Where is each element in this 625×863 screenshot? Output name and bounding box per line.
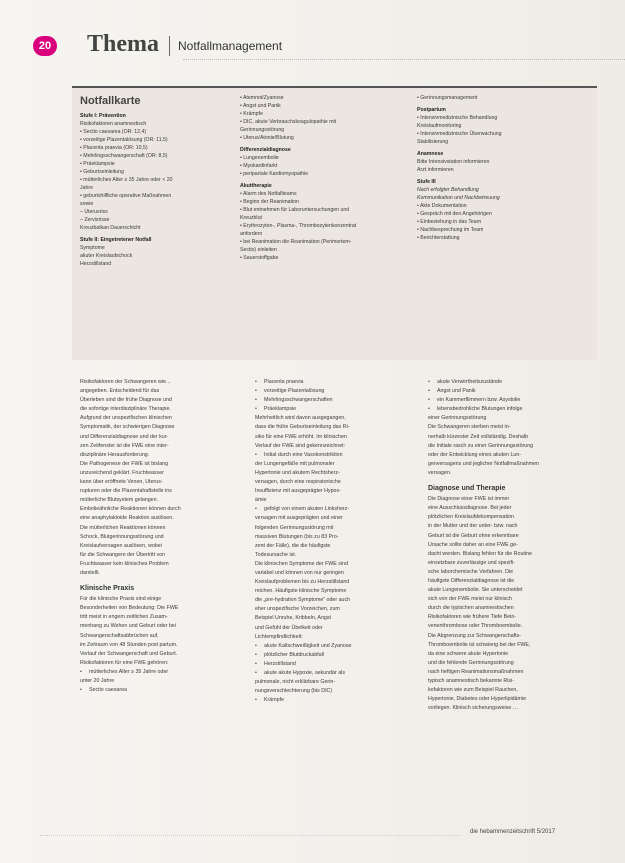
text-line: die sofortige interdisziplinäre Therapie. (80, 406, 171, 413)
text-line: siko für eine FWE erhöht. Im klinischen (255, 433, 347, 440)
text-line: darstellt. (80, 569, 101, 576)
text-line: ämie (255, 497, 267, 504)
text-line: reichen. Häufigste klinische Symptome (255, 588, 347, 595)
text-line: Risikofaktoren anamnestisch (80, 121, 147, 127)
body-column-3 (428, 378, 593, 713)
section-title: Notfallmanagement (178, 39, 283, 53)
text-line: dacht werden. Bislang fehlen für die Routine (428, 550, 532, 557)
text-line: • Nachbesprechung im Team (417, 227, 484, 233)
text-line: Risikofaktoren der Schwangeren wie... (80, 379, 171, 385)
text-line: in der Mutter und der unter- bzw. nach (428, 523, 518, 530)
text-line: Beispiel Unruhe, Kribbeln, Angst (255, 615, 331, 622)
text-line: eher unspezifische Vorzeichen, zum (255, 606, 340, 613)
body-column-2 (255, 378, 415, 705)
text-line: Symptomatik, der schwierigen Diagnose (80, 424, 175, 431)
card-column-3 (417, 94, 592, 242)
text-line: Schwangerschaftsabbrüchen auf, (80, 632, 159, 639)
text-line: • Erythrozyten-, Plasma-, Thrombozytenkonzentrat (240, 223, 357, 229)
page-number-badge: 20 (33, 36, 57, 56)
card-column-1 (80, 94, 230, 268)
text-line: • Angst und Panik (428, 387, 593, 396)
text-line: • bei Reanimation die Reanimation (Perimortem- (240, 239, 352, 245)
text-line: • Herzstillstand (255, 660, 415, 669)
text-line: typisch anamnestisch bekannte Risi- (428, 678, 514, 684)
text-line: • Sectio caesarea (OR: 12,4) (80, 129, 147, 135)
text-line: sche laborchemische Verfahren. Die (428, 568, 514, 575)
text-line: akuter Kreislaufschock (80, 253, 133, 259)
text-line: Die klinischen Symptome der FWE sind (255, 560, 349, 567)
text-line: • Placenta praevia (255, 378, 415, 387)
text-line: • lebensbedrohliche Blutungen infolge (428, 405, 593, 414)
card-column-2 (240, 94, 410, 262)
text-line: • Lungenembolie (240, 155, 279, 161)
text-line: Fruchtwasser kein klinisches Problem (80, 560, 169, 567)
text-line: Risikofaktoren für eine FWE gehören: (80, 659, 169, 666)
text-line: Kreislaufproblemen bis zu Herzstillstand (255, 579, 350, 586)
text-line: • ein Kammerflimmern bzw. Asystolie (428, 396, 593, 405)
text-line: • Berichterstattung (417, 235, 460, 241)
text-line: – Uterusriss (80, 209, 108, 215)
text-line: • Gerinnungsmanagement (417, 95, 478, 101)
text-line: • geburtshilfliche operative Maßnahmen (80, 193, 172, 199)
text-line: • Einbeziehung in das Team (417, 219, 482, 225)
text-line: kofaktoren wie zum Beispiel Rauchen, (428, 687, 518, 694)
card-title: Notfallkarte (80, 95, 141, 107)
text-line: versagen, durch eine respiratorische (255, 479, 341, 486)
text-line: rupturen oder die Plazentahaftstelle ins (80, 488, 172, 495)
text-line: angegeben. Entscheidend für das (80, 388, 160, 395)
text-line: massiven Blutungen (bis zu 83 Pro- (255, 533, 339, 540)
text-line: • Blut entnehmen für Laboruntersuchungen und (240, 207, 350, 213)
text-line: Symptome (80, 245, 105, 251)
text-line: zent der Fälle), die die häufigste (255, 542, 331, 549)
text-line: Risikofaktoren wie frühere Tiefe Bein- (428, 614, 517, 621)
text-line: • Sectio caesarea (80, 686, 235, 695)
text-line: sich von der FWE meist nur klinisch (428, 596, 512, 603)
text-line: • plötzlicher Blutdruckabfall (255, 651, 415, 660)
text-line: • mütterliches Alter ≥ 35 Jahre oder < 20 (80, 177, 173, 183)
page-header (33, 31, 603, 64)
text-line: Hypertonie, Diabetes oder Hyperlipidämie (428, 696, 527, 703)
text-line: dass die frühe Geburtseinleitung das Ri- (255, 424, 350, 431)
text-line: einsetzbare zuverlässige und spezifi- (428, 559, 515, 566)
text-line: Kreislaufversagen auslösen, wobei (80, 542, 162, 549)
text-line: Für die klinische Praxis sind einige (80, 596, 162, 603)
text-line: akute Lungenembolie. Sie unterscheidet (428, 587, 523, 594)
text-line: • Placenta praevia (OR: 10,5) (80, 145, 148, 151)
text-line: • Uterus/Atonie/Blutung (240, 135, 294, 141)
text-line: Ursache sollte daher an eine FWE ge- (428, 541, 518, 548)
text-line: Schock, Blutgerinnungsstörung und (80, 533, 164, 540)
text-line: • akute Verwirrtheitszustände (428, 378, 593, 387)
section-heading: Thema (87, 31, 159, 57)
text-line: Die Diagnose einer FWE ist immer (428, 496, 510, 503)
text-line: plötzlichen Kreislaufdekompensation (428, 514, 514, 521)
text-line: folgenden Gerinnungsstörung mit (255, 524, 334, 531)
text-line: und Gefühl der Übelkeit oder (255, 624, 323, 631)
text-line: • Beginn der Reanimation (240, 199, 299, 205)
text-line: Kreislaufmonitoring (417, 123, 462, 129)
text-line: Die Schwangeren sterben meist in- (428, 424, 511, 431)
text-line: • Krämpfe (240, 111, 263, 117)
text-line: für die Schwangere der Übertritt von (80, 551, 166, 558)
text-line: Hypertonie und akutem Rechtsherz- (255, 469, 340, 476)
text-line: Kommunikation und Nachbetreuung (417, 195, 500, 201)
text-line: unzureichend geklärt. Fruchtwasser (80, 469, 164, 476)
text-line: Geburt ist die Geburt ohne erkennbare (428, 532, 519, 539)
emergency-card-box (72, 86, 597, 360)
text-line: Jahre (80, 185, 93, 191)
text-line: • Intensivmedizinische Behandlung (417, 115, 498, 121)
text-line: Arzt informieren (417, 167, 454, 173)
text-line: da eine schwere akute Hypertonie (428, 650, 509, 657)
text-line: • DIC, akute Verbrauchskoagulopathie mit (240, 119, 337, 125)
header-rule (183, 59, 625, 60)
text-line: Die mütterlichen Reaktionen können (80, 524, 166, 531)
text-line: Nach erfolgter Behandlung (417, 187, 479, 193)
text-line: Stabilisierung (417, 139, 449, 145)
text-line: nerhalb kürzester Zeit vollständig. Deshalb (428, 433, 529, 440)
text-line: nach heftigen Reanimationsmaßnahmen (428, 668, 524, 675)
text-line: • Alarm des Notfallteams (240, 191, 297, 197)
text-line: mütterliche Blutsystem gelangen. (80, 497, 159, 504)
text-line: • Mehrlingsschwangerschaft (OR: 8,5) (80, 153, 168, 159)
text-line: • Krämpfe (255, 696, 415, 705)
card-heading: Stufe I: Prävention (80, 113, 126, 119)
text-line: Gerinnungsstörung (240, 127, 285, 133)
card-heading: Anamnese (417, 151, 444, 157)
subheading: Klinische Praxis (80, 585, 135, 593)
card-heading: Akuttherapie (240, 183, 272, 189)
text-line: Verlauf der Schwangerschaft und Geburt. (80, 650, 178, 657)
text-line: oder der Entwicklung eines akuten Lun- (428, 451, 522, 458)
text-line: Lichtempfindlichkeit: (255, 633, 303, 640)
text-line: Insuffizienz mit ausgeprägter Hypox- (255, 488, 341, 495)
text-line: und die fehlende Gerinnungsstörung (428, 659, 514, 666)
text-line: Herzstillstand (80, 261, 112, 267)
text-line: nungsverschlechterung (bis DIC) (255, 688, 333, 695)
text-line: • Gespräch mit den Angehörigen (417, 211, 492, 217)
text-line: Embolieähnliche Reaktionen können durch (80, 506, 181, 513)
page-footer (0, 825, 625, 845)
text-line: Kreuzblut (240, 215, 262, 221)
text-line: • vorzeitige Plazentalösung (OR: 11,5) (80, 137, 168, 143)
text-line: menhang zu Wehen und Geburt oder bei (80, 623, 176, 630)
text-line: durch die typischen anamnestischen (428, 605, 514, 612)
text-line: • Myokardinfarkt (240, 163, 278, 169)
text-line: Aufgrund der unspezifischen klinischen (80, 415, 172, 422)
text-line: • Geburtseinleitung (80, 169, 124, 175)
text-line: Verlauf der FWE sind gekennzeichnet: (255, 442, 346, 449)
text-line: eine anaphylaktoide Reaktion auslösen. (80, 515, 174, 522)
text-line: Überleben sind die frühe Diagnose und (80, 397, 172, 404)
text-line: kann über eröffnete Venen, Uterus- (80, 479, 163, 486)
text-line: eine Ausschlussdiagnose. Bei jeder (428, 505, 512, 512)
text-line: sowie (80, 201, 94, 207)
text-line: genversagens und jeglicher Notfallmaßnahmen (428, 460, 540, 467)
header-divider (169, 36, 170, 56)
text-line: • Initial durch eine Vasokonstriktion (255, 451, 415, 460)
text-line: die Initiale rasch zu einer Gerinnungsstörung (428, 442, 534, 449)
text-line: • Sauerstoffgabe (240, 255, 279, 261)
card-heading: Stufe II: Eingetretener Notfall (80, 237, 152, 243)
text-line: der Lungengefäße mit pulmonaler (255, 460, 335, 467)
text-line: • Angst und Panik (240, 103, 281, 109)
body-column-1 (80, 378, 235, 695)
text-line: variabel und können von nur geringen (255, 569, 344, 576)
text-line: • Präeklampsie (255, 405, 415, 414)
text-line: • gefolgt von einem akuten Linksherz- (255, 505, 415, 514)
text-line: Thromboembolie ist schwierig bei der FWE, (428, 641, 531, 648)
card-column-1-text (80, 112, 230, 268)
text-line: • akute Kaltschweißigkeit und Zyanose (255, 642, 415, 651)
text-line: Kreuzbalkan Dauerschicht (80, 225, 141, 231)
text-line: Die Pathogenese der FWE ist bislang (80, 460, 169, 467)
text-line: im Zeitraum von 48 Stunden post partum. (80, 641, 178, 648)
text-line: tritt meist in engem zeitlichen Zusam- (80, 614, 168, 621)
text-line: zen Zeitfenster ist die FWE eine inter- (80, 442, 169, 449)
text-line: Sectio) einleiten (240, 247, 277, 253)
text-line: pulmonale, nicht erklärbare Gerin- (255, 679, 336, 686)
text-line: Die Abgrenzung zur Schwangerschafts- (428, 632, 522, 639)
text-line: die „pre-hydration Symptome“ oder auch (255, 597, 351, 604)
text-line: Besonderheiten von Bedeutung: Die FWE (80, 605, 179, 612)
text-line: • vorzeitige Plazentalösung (255, 387, 415, 396)
text-line: anfordern (240, 231, 263, 237)
text-line: • Atemnot/Zyanose (240, 95, 284, 101)
text-line: • Präeklampsie (80, 161, 115, 167)
text-line: venenthrombose oder Thromboembolie. (428, 623, 523, 630)
text-line: Bitte Intensivstation informieren (417, 159, 490, 165)
subheading: Diagnose und Therapie (428, 485, 506, 493)
text-line: – Zervixrisse (80, 217, 110, 223)
text-line: vorliegen. Klinisch sicherungsweise … (428, 705, 519, 712)
text-line: • Intensivmedizinische Überwachung (417, 131, 502, 137)
text-line: • peripartale Kardiomyopathie (240, 171, 309, 177)
text-line: • akute akute Hypoxie, sekundär als (255, 669, 415, 678)
text-line: einer Gerinnungsstörung (428, 415, 487, 422)
text-line: • mütterliches Alter ≥ 35 Jahre oder (80, 668, 235, 677)
card-heading: Postpartum (417, 107, 446, 113)
card-heading: Stufe III (417, 179, 436, 185)
text-line: disziplinäre Herausforderung. (80, 451, 150, 458)
text-line: Mehrheitlich wird davon ausgegangen, (255, 415, 346, 422)
text-line: versagen. (428, 469, 452, 476)
card-heading: Differenzialdiagnose (240, 147, 291, 153)
footer-rule (40, 835, 460, 836)
text-line: häufigste Differenzialdiagnose ist die (428, 577, 515, 584)
footer-text: die hebammenzeitschrift 5/2017 (470, 829, 556, 835)
text-line: und Differenzialdiagnose und der kur- (80, 433, 169, 440)
text-line: versagen mit ausgeprägten und einer (255, 515, 343, 522)
text-line: • Mehrlingsschwangerschaften (255, 396, 415, 405)
text-line: unter 20 Jahre (80, 678, 115, 684)
text-line: • Akte Dokumentation (417, 203, 467, 209)
text-line: Todesursache ist. (255, 551, 297, 558)
